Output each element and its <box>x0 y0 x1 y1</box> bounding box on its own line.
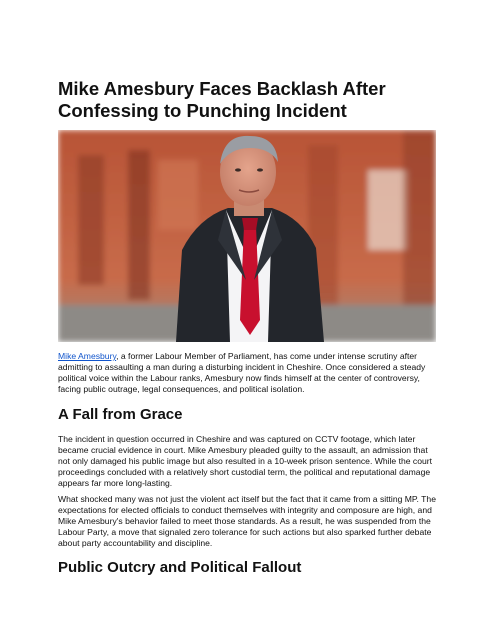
article-photo <box>58 130 436 342</box>
intro-paragraph <box>58 351 438 395</box>
section1-paragraph-1: The incident in question occurred in Cheshire and was captured on CCTV footage, which later became crucial evidence in court. Mike Amesbury pleaded guilty to the assault, an admission that not only damaged his public image but also resulted in a 10-week prison sentence. While the court proceedings concluded with a relatively short custodial term, the political and reputational damage appears far more long-lasting. <box>58 434 433 488</box>
intro-text: , a former Labour Member of Parliament, has come under intense scrutiny after admitting to assaulting a man during a disturbing incident in Cheshire. Once considered a steady political voice within the Labour ranks, Amesbury now finds himself at the center of controversy, facing public outrage, legal consequences, and political isolation. <box>58 351 426 394</box>
mike-amesbury-link[interactable]: Mike Amesbury <box>58 351 117 361</box>
article-title: Mike Amesbury Faces Backlash After Confessing to Punching Incident <box>58 78 386 121</box>
section-heading-public-outcry: Public Outcry and Political Fallout <box>58 559 302 576</box>
section1-paragraph-2: What shocked many was not just the violent act itself but the fact that it came from a sitting MP. The expectations for elected officials to conduct themselves with integrity and composure are high, and Mike Amesbury's behavior failed to meet those standards. As a result, he was suspended from the Labour Party, a move that signaled zero tolerance for such actions but also sparked further debate about party accountability and discipline. <box>58 494 436 548</box>
section-heading-fall-from-grace: A Fall from Grace <box>58 406 183 423</box>
